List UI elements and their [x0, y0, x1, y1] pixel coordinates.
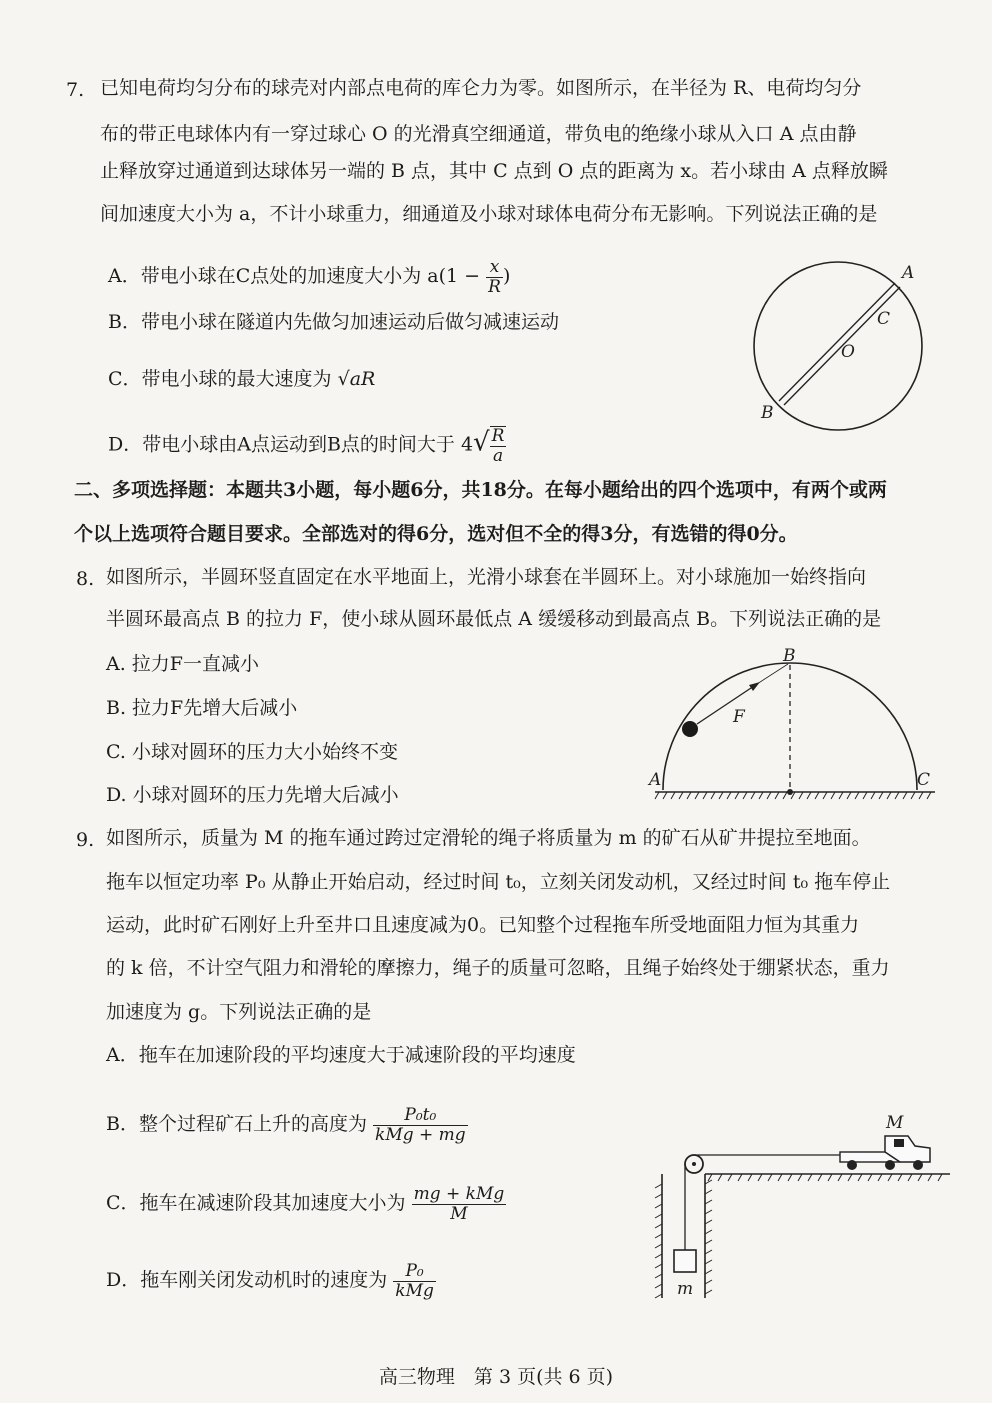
q7-option-a-fraction [486, 258, 503, 296]
section2-line-2: 个以上选项符合题目要求。全部选对的得6分，选对但不全的得3分，有选错的得0分。 [74, 523, 798, 545]
frac-denominator: kMg + mg [375, 1124, 466, 1145]
q7-option-b-text: B．带电小球在隧道内先做匀加速运动后做匀减速运动 [108, 311, 559, 333]
q9-option-c-fraction [412, 1185, 507, 1223]
q7-line-1: 已知电荷均匀分布的球壳对内部点电荷的库仑力为零。如图所示，在半径为 R、电荷均匀分 [100, 77, 862, 99]
shaft-wall-right-hatching [705, 1180, 712, 1294]
frac-numerator: R [491, 426, 505, 446]
q8-option-a[interactable]: A. 拉力F一直减小 [106, 653, 259, 675]
label-b: B [783, 646, 796, 666]
label-c: C [917, 770, 931, 790]
force-arrow-f [697, 684, 757, 724]
tunnel-wall-1 [779, 283, 895, 401]
ore-block [674, 1250, 696, 1272]
q7-sphere-figure [745, 258, 945, 428]
q9-option-c[interactable] [106, 1185, 506, 1223]
frac-numerator: P₀ [393, 1262, 436, 1282]
q9-option-d-fraction [393, 1262, 436, 1300]
section2-line-1: 二、多项选择题：本题共3小题，每小题6分，共18分。在每小题给出的四个选项中，有两个或两 [74, 479, 887, 501]
q7-option-a-text: A．带电小球在C点处的加速度大小为 a(1 − [108, 265, 481, 288]
label-b: B [761, 403, 774, 423]
q8-semicircle-figure [645, 645, 945, 810]
label-a: A [649, 770, 662, 790]
label-c: C [877, 309, 891, 329]
label-m: m [677, 1279, 694, 1299]
frac-numerator: x [486, 258, 503, 278]
center-point [787, 789, 793, 795]
q7-option-d[interactable]: D．带电小球由A点运动到B点的时间大于 4√ $\frac{R}{a}$ [108, 426, 505, 466]
q9-line-3: 运动，此时矿石刚好上升至井口且速度减为0。已知整个过程拖车所受地面阻力恒为其重力 [106, 914, 860, 936]
q9-option-b-text: B．整个过程矿石上升的高度为 [106, 1113, 367, 1136]
q9-option-b-fraction [373, 1106, 468, 1144]
shaft-wall-left-hatching [655, 1184, 662, 1298]
q7-option-c-math: √aR [337, 368, 376, 390]
q9-line-1: 如图所示，质量为 M 的拖车通过跨过定滑轮的绳子将质量为 m 的矿石从矿井提拉至地面。 [106, 827, 871, 849]
ground-hatching [708, 1174, 942, 1181]
q7-number: 7. [66, 79, 85, 101]
sphere-outline [754, 262, 922, 430]
q9-line-5: 加速度为 g。下列说法正确的是 [106, 1001, 372, 1023]
frac-denominator: M [450, 1203, 468, 1224]
q7-option-c[interactable] [108, 370, 375, 389]
q8-line-1: 如图所示，半圆环竖直固定在水平地面上，光滑小球套在半圆环上。对小球施加一始终指向 [106, 566, 867, 588]
q8-number: 8. [76, 568, 95, 590]
q7-option-b[interactable] [108, 313, 559, 332]
q9-option-a-text: A．拖车在加速阶段的平均速度大于减速阶段的平均速度 [106, 1044, 576, 1066]
q7-line-3: 止释放穿过通道到达球体另一端的 B 点，其中 C 点到 O 点的距离为 x。若小球由 A 点释放瞬 [100, 160, 888, 182]
q9-line-2: 拖车以恒定功率 P₀ 从静止开始启动，经过时间 t₀，立刻关闭发动机，又经过时间 t₀ 拖车停止 [106, 871, 891, 893]
q9-option-b[interactable] [106, 1106, 468, 1144]
q8-line-2: 半圆环最高点 B 的拉力 F，使小球从圆环最低点 A 缓缓移动到最高点 B。下列说法正确的是 [106, 608, 882, 630]
pulley-axle [692, 1162, 696, 1166]
label-a: A [902, 263, 915, 283]
q9-option-a[interactable] [106, 1046, 576, 1065]
ground-hatching [655, 792, 931, 799]
label-o: O [841, 342, 855, 362]
q9-line-4: 的 k 倍，不计空气阻力和滑轮的摩擦力，绳子的质量可忽略，且绳子始终处于绷紧状态，重力 [106, 957, 890, 979]
q8-option-b[interactable]: B. 拉力F先增大后减小 [106, 697, 298, 719]
label-f: F [733, 707, 745, 727]
frac-numerator: mg + kMg [413, 1184, 505, 1204]
ball [682, 721, 698, 737]
q9-option-d[interactable] [106, 1262, 436, 1300]
q9-truck-pulley-figure [650, 1112, 955, 1302]
truck [840, 1136, 930, 1170]
label-truck-m: M [886, 1113, 904, 1133]
q7-option-d-text: D．带电小球由A点运动到B点的时间大于 4 [108, 433, 474, 456]
q7-option-a[interactable] [108, 258, 510, 296]
q9-number: 9. [76, 829, 95, 851]
semicircle-ring [663, 663, 917, 790]
q8-option-d[interactable]: D. 小球对圆环的压力先增大后减小 [106, 784, 399, 806]
q9-option-c-text: C．拖车在减速阶段其加速度大小为 [106, 1192, 406, 1215]
q7-option-a-tail: ) [502, 265, 511, 288]
q7-line-4: 间加速度大小为 a，不计小球重力，细通道及小球对球体电荷分布无影响。下列说法正确的是 [100, 203, 878, 225]
page-footer: 高三物理 第 3 页(共 6 页) [378, 1366, 614, 1388]
frac-numerator: P₀t₀ [373, 1106, 468, 1126]
frac-denominator: a [492, 445, 504, 466]
q7-option-c-text: C．带电小球的最大速度为 [108, 368, 332, 390]
q7-line-2: 布的带正电球体内有一穿过球心 O 的光滑真空细通道，带负电的绝缘小球从入口 A 点由静 [100, 123, 857, 145]
frac-denominator: kMg [395, 1280, 434, 1301]
q7-option-d-fraction [490, 426, 507, 465]
q9-option-d-text: D．拖车刚关闭发动机时的速度为 [106, 1269, 388, 1292]
q8-option-c[interactable]: C. 小球对圆环的压力大小始终不变 [106, 741, 398, 763]
frac-denominator: R [488, 276, 501, 297]
